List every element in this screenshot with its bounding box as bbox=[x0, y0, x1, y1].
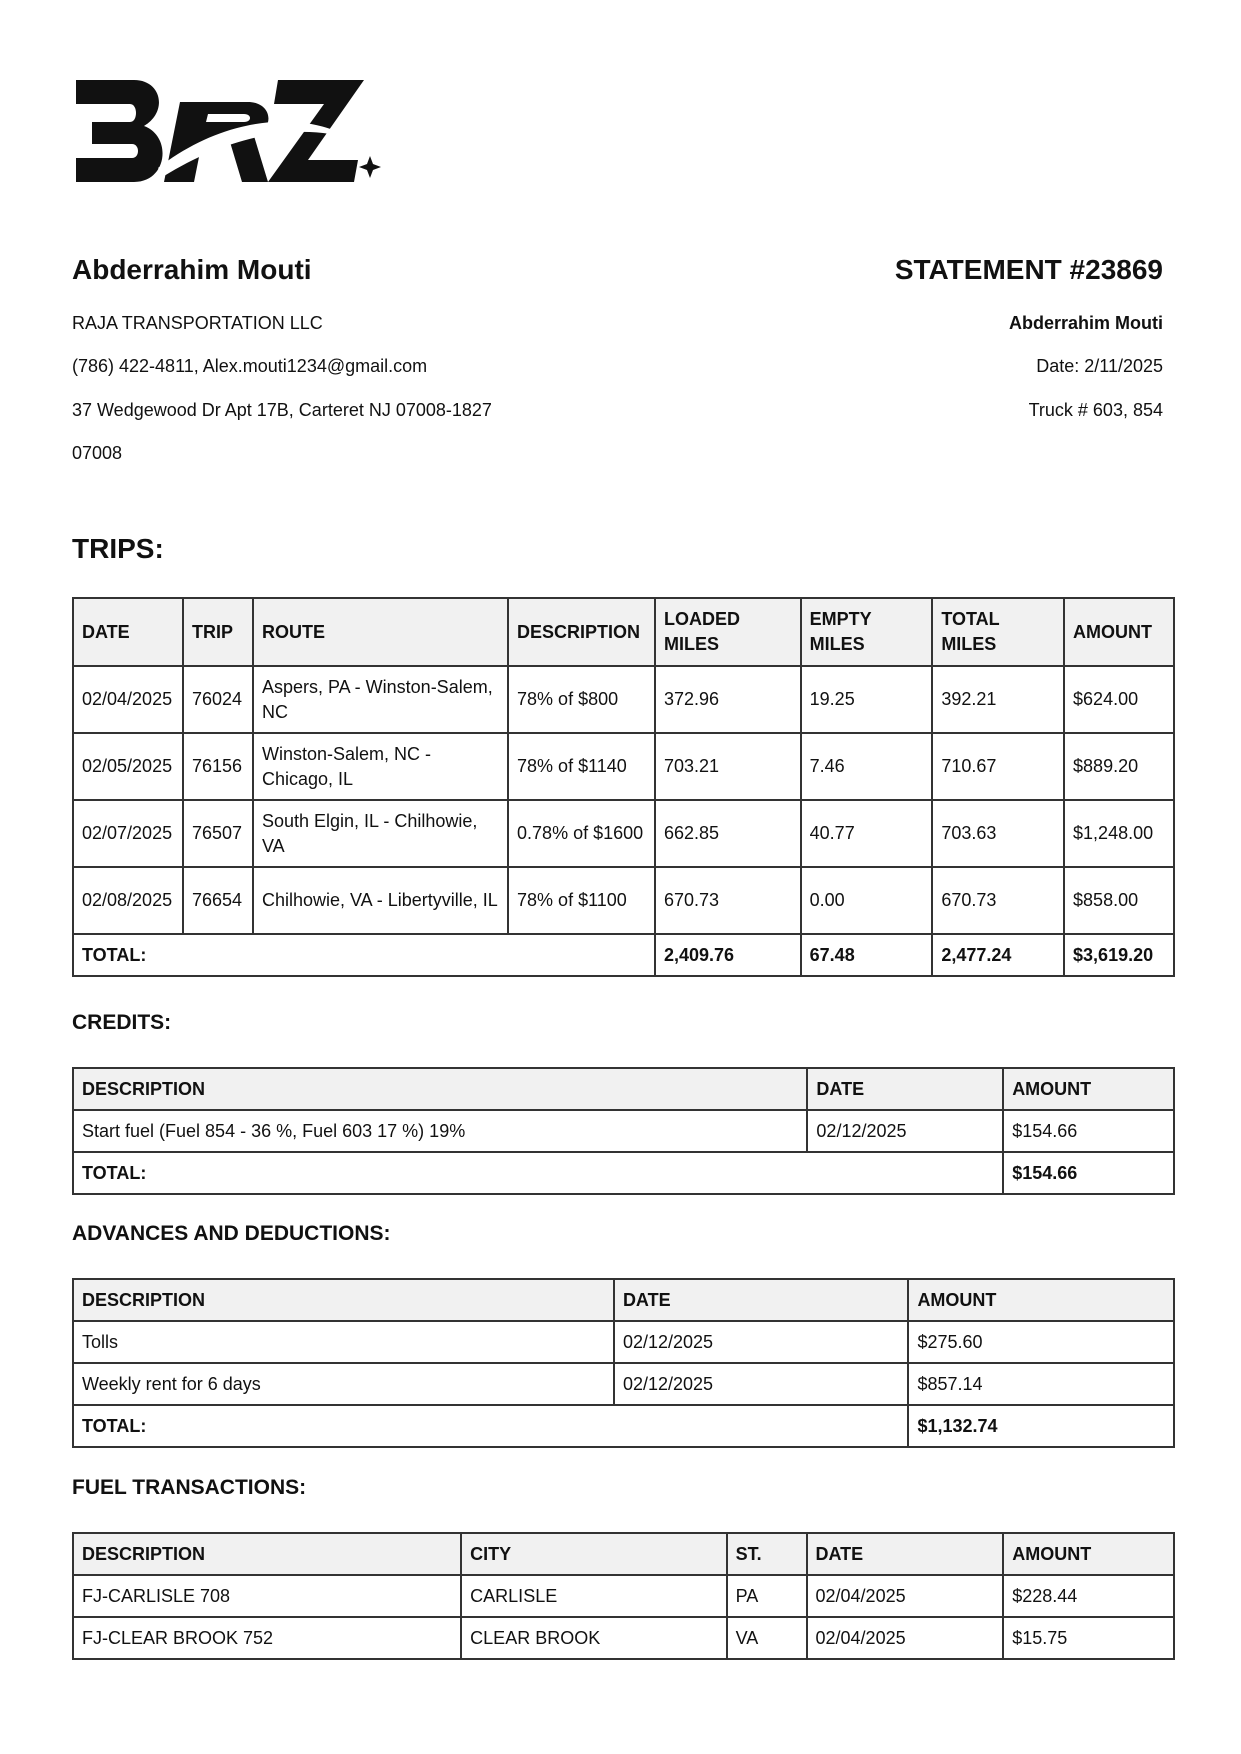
trip-date: 02/07/2025 bbox=[73, 800, 183, 867]
fuel-date: 02/04/2025 bbox=[807, 1575, 1004, 1617]
trip-description: 0.78% of $1600 bbox=[508, 800, 655, 867]
column-header: DESCRIPTION bbox=[73, 1068, 807, 1110]
column-header: AMOUNT bbox=[1003, 1068, 1174, 1110]
trip-date: 02/04/2025 bbox=[73, 666, 183, 733]
credit-description: Start fuel (Fuel 854 - 36 %, Fuel 603 17 %) 19% bbox=[73, 1110, 807, 1152]
trips-table bbox=[72, 597, 1175, 977]
contact-info: (786) 422-4811, Alex.mouti1234@gmail.com bbox=[72, 356, 428, 376]
credits-heading: CREDITS: bbox=[72, 1011, 172, 1034]
total-miles: 710.67 bbox=[932, 733, 1064, 800]
total-label: TOTAL: bbox=[73, 1405, 908, 1447]
fuel-state: VA bbox=[727, 1617, 807, 1659]
empty-miles: 19.25 bbox=[801, 666, 933, 733]
deduction-date: 02/12/2025 bbox=[614, 1363, 909, 1405]
table-row bbox=[73, 1363, 1174, 1405]
column-header: DESCRIPTION bbox=[508, 598, 655, 666]
trip-number: 76507 bbox=[183, 800, 253, 867]
trip-amount: $1,248.00 bbox=[1064, 800, 1174, 867]
column-header: AMOUNT bbox=[1064, 598, 1174, 666]
fuel-date: 02/04/2025 bbox=[807, 1617, 1004, 1659]
fuel-description: FJ-CLEAR BROOK 752 bbox=[73, 1617, 461, 1659]
statement-date: Date: 2/11/2025 bbox=[1036, 356, 1163, 376]
table-row bbox=[73, 1110, 1174, 1152]
column-header: ST. bbox=[727, 1533, 807, 1575]
statement-number: STATEMENT #23869 bbox=[894, 254, 1163, 285]
total-total-miles: 2,477.24 bbox=[932, 934, 1064, 976]
deduction-amount: $857.14 bbox=[908, 1363, 1174, 1405]
address: 37 Wedgewood Dr Apt 17B, Carteret NJ 07008-1827 bbox=[72, 400, 492, 420]
deduction-date: 02/12/2025 bbox=[614, 1321, 909, 1363]
table-row bbox=[73, 867, 1174, 934]
column-header: DESCRIPTION bbox=[73, 1533, 461, 1575]
loaded-miles: 372.96 bbox=[655, 666, 801, 733]
fuel-amount: $228.44 bbox=[1003, 1575, 1174, 1617]
advances-heading: ADVANCES AND DEDUCTIONS: bbox=[72, 1222, 391, 1245]
total-label: TOTAL: bbox=[73, 934, 655, 976]
trip-route: South Elgin, IL - Chilhowie, VA bbox=[253, 800, 508, 867]
trip-number: 76156 bbox=[183, 733, 253, 800]
total-miles: 703.63 bbox=[932, 800, 1064, 867]
trip-route: Winston-Salem, NC - Chicago, IL bbox=[253, 733, 508, 800]
column-header: DESCRIPTION bbox=[73, 1279, 614, 1321]
total-miles: 670.73 bbox=[932, 867, 1064, 934]
column-header: DATE bbox=[614, 1279, 909, 1321]
trip-amount: $624.00 bbox=[1064, 666, 1174, 733]
table-row bbox=[73, 1321, 1174, 1363]
deduction-description: Tolls bbox=[73, 1321, 614, 1363]
loaded-miles: 670.73 bbox=[655, 867, 801, 934]
loaded-miles: 703.21 bbox=[655, 733, 801, 800]
table-header-row bbox=[73, 1279, 1174, 1321]
empty-miles: 40.77 bbox=[801, 800, 933, 867]
trip-number: 76654 bbox=[183, 867, 253, 934]
fuel-heading: FUEL TRANSACTIONS: bbox=[72, 1476, 307, 1499]
column-header: DATE bbox=[807, 1068, 1003, 1110]
column-header: ROUTE bbox=[253, 598, 508, 666]
trip-route: Aspers, PA - Winston-Salem, NC bbox=[253, 666, 508, 733]
column-header: AMOUNT bbox=[908, 1279, 1174, 1321]
total-loaded-miles: 2,409.76 bbox=[655, 934, 801, 976]
total-label: TOTAL: bbox=[73, 1152, 1003, 1194]
total-amount: $154.66 bbox=[1003, 1152, 1174, 1194]
credits-table bbox=[72, 1067, 1175, 1195]
total-row bbox=[73, 1405, 1174, 1447]
empty-miles: 0.00 bbox=[801, 867, 933, 934]
column-header: EMPTY MILES bbox=[801, 598, 933, 666]
trip-date: 02/05/2025 bbox=[73, 733, 183, 800]
total-row bbox=[73, 1152, 1174, 1194]
trip-number: 76024 bbox=[183, 666, 253, 733]
fuel-city: CLEAR BROOK bbox=[461, 1617, 726, 1659]
total-miles: 392.21 bbox=[932, 666, 1064, 733]
table-header-row bbox=[73, 1533, 1174, 1575]
column-header: CITY bbox=[461, 1533, 726, 1575]
credit-date: 02/12/2025 bbox=[807, 1110, 1003, 1152]
total-empty-miles: 67.48 bbox=[801, 934, 933, 976]
table-row bbox=[73, 1617, 1174, 1659]
table-header-row bbox=[73, 598, 1174, 666]
statement-recipient: Abderrahim Mouti bbox=[1008, 313, 1163, 333]
column-header: DATE bbox=[807, 1533, 1004, 1575]
deduction-description: Weekly rent for 6 days bbox=[73, 1363, 614, 1405]
trip-amount: $858.00 bbox=[1064, 867, 1174, 934]
truck-numbers: Truck # 603, 854 bbox=[1028, 400, 1163, 420]
credit-amount: $154.66 bbox=[1003, 1110, 1174, 1152]
table-row bbox=[73, 666, 1174, 733]
table-row bbox=[73, 733, 1174, 800]
column-header: TOTAL MILES bbox=[932, 598, 1064, 666]
column-header: TRIP bbox=[183, 598, 253, 666]
total-amount: $1,132.74 bbox=[908, 1405, 1174, 1447]
fuel-city: CARLISLE bbox=[461, 1575, 726, 1617]
trip-route: Chilhowie, VA - Libertyville, IL bbox=[253, 867, 508, 934]
trip-description: 78% of $800 bbox=[508, 666, 655, 733]
fuel-state: PA bbox=[727, 1575, 807, 1617]
trip-description: 78% of $1140 bbox=[508, 733, 655, 800]
fuel-amount: $15.75 bbox=[1003, 1617, 1174, 1659]
company-name: RAJA TRANSPORTATION LLC bbox=[72, 313, 323, 333]
driver-name: Abderrahim Mouti bbox=[72, 254, 312, 285]
trip-amount: $889.20 bbox=[1064, 733, 1174, 800]
fuel-description: FJ-CARLISLE 708 bbox=[73, 1575, 461, 1617]
trips-heading: TRIPS: bbox=[72, 533, 164, 564]
total-row bbox=[73, 934, 1174, 976]
trip-date: 02/08/2025 bbox=[73, 867, 183, 934]
company-logo bbox=[72, 78, 382, 193]
advances-table bbox=[72, 1278, 1175, 1448]
loaded-miles: 662.85 bbox=[655, 800, 801, 867]
deduction-amount: $275.60 bbox=[908, 1321, 1174, 1363]
trip-description: 78% of $1100 bbox=[508, 867, 655, 934]
column-header: DATE bbox=[73, 598, 183, 666]
column-header: LOADED MILES bbox=[655, 598, 801, 666]
fuel-table bbox=[72, 1532, 1175, 1660]
table-header-row bbox=[73, 1068, 1174, 1110]
table-row bbox=[73, 1575, 1174, 1617]
table-row bbox=[73, 800, 1174, 867]
total-amount: $3,619.20 bbox=[1064, 934, 1174, 976]
column-header: AMOUNT bbox=[1003, 1533, 1174, 1575]
zip-code: 07008 bbox=[72, 443, 123, 463]
empty-miles: 7.46 bbox=[801, 733, 933, 800]
